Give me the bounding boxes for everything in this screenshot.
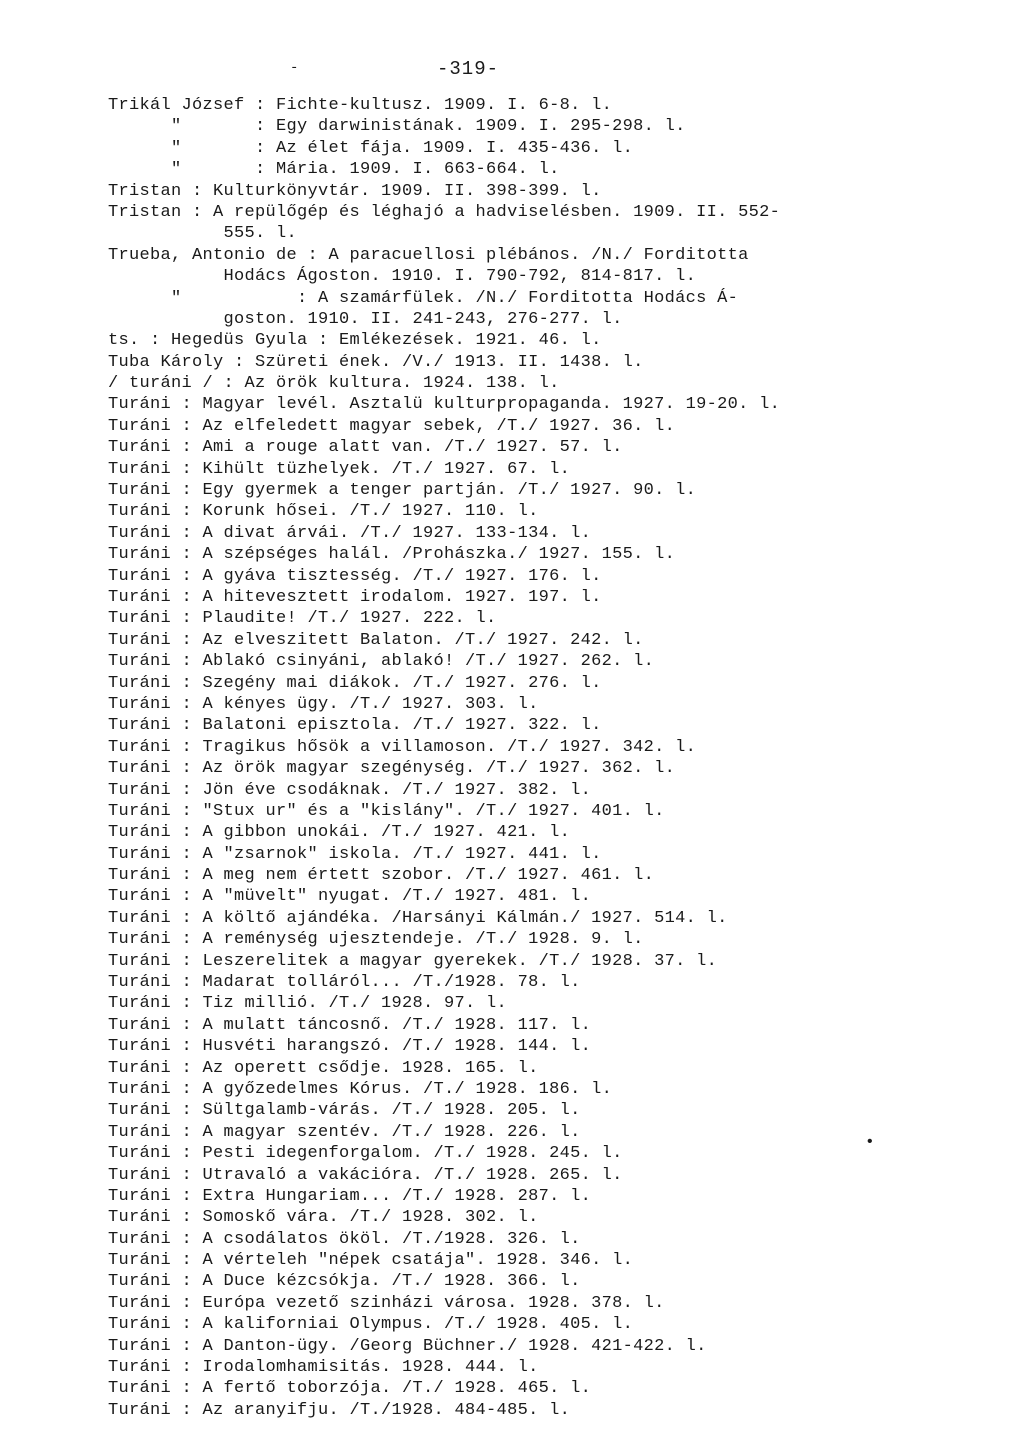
list-item: Turáni : Leszerelitek a magyar gyerekek. /T./ 1928. 37. l. [108, 951, 718, 971]
list-item: 555. l. [108, 224, 298, 244]
list-item: " : Mária. 1909. I. 663-664. l. [108, 160, 560, 180]
list-item: Turáni : Husvéti harangszó. /T./ 1928. 144. l. [108, 1037, 592, 1057]
list-item: Turáni : Tragikus hősök a villamoson. /T./ 1927. 342. l. [108, 737, 697, 757]
list-item: Turáni : A győzedelmes Kórus. /T./ 1928. 186. l. [108, 1079, 613, 1099]
list-item: Turáni : Sültgalamb-várás. /T./ 1928. 205. l. [108, 1101, 581, 1121]
list-item: Turáni : Az örök magyar szegénység. /T./ 1927. 362. l. [108, 759, 676, 779]
list-item: " : Egy darwinistának. 1909. I. 295-298. l. [108, 117, 686, 137]
list-item: Turáni : A "zsarnok" iskola. /T./ 1927. 441. l. [108, 844, 602, 864]
list-item: Turáni : Az elfeledett magyar sebek, /T./ 1927. 36. l. [108, 416, 676, 436]
list-item: Turáni : Kihült tüzhelyek. /T./ 1927. 67. l. [108, 459, 571, 479]
list-item: Turáni : Extra Hungariam... /T./ 1928. 287. l. [108, 1186, 592, 1206]
list-item: / turáni / : Az örök kultura. 1924. 138. l. [108, 374, 560, 394]
list-item: Turáni : A fertő toborzója. /T./ 1928. 465. l. [108, 1379, 592, 1399]
page-number: -319- [437, 58, 500, 80]
list-item: Turáni : A vérteleh "népek csatája". 1928. 346. l. [108, 1251, 634, 1271]
list-item: Turáni : Egy gyermek a tenger partján. /T./ 1927. 90. l. [108, 481, 697, 501]
list-item: Turáni : A Danton-ügy. /Georg Büchner./ 1928. 421-422. l. [108, 1336, 707, 1356]
list-item: Turáni : A hitevesztett irodalom. 1927. 197. l. [108, 587, 602, 607]
list-item: Turáni : A kényes ügy. /T./ 1927. 303. l. [108, 694, 539, 714]
list-item: Turáni : Szegény mai diákok. /T./ 1927. 276. l. [108, 673, 602, 693]
list-item: Turáni : A csodálatos ököl. /T./1928. 326. l. [108, 1229, 581, 1249]
list-item: Turáni : "Stux ur" és a "kislány". /T./ 1927. 401. l. [108, 801, 665, 821]
list-item: Turáni : A magyar szentév. /T./ 1928. 226. l. [108, 1122, 581, 1142]
list-item: Turáni : Balatoni episztola. /T./ 1927. 322. l. [108, 716, 602, 736]
list-item: Turáni : Pesti idegenforgalom. /T./ 1928. 245. l. [108, 1144, 623, 1164]
list-item: Turáni : Az aranyifju. /T./1928. 484-485. l. [108, 1400, 571, 1420]
list-item: Tuba Károly : Szüreti ének. /V./ 1913. II. 1438. l. [108, 352, 644, 372]
list-item: Turáni : A gibbon unokái. /T./ 1927. 421. l. [108, 823, 571, 843]
list-item: Turáni : Ami a rouge alatt van. /T./ 1927. 57. l. [108, 438, 623, 458]
stray-mark-top: - [290, 60, 299, 76]
list-item: Turáni : Tiz millió. /T./ 1928. 97. l. [108, 994, 508, 1014]
list-item: Turáni : Az elveszitett Balaton. /T./ 1927. 242. l. [108, 630, 644, 650]
list-item: Turáni : Az operett csődje. 1928. 165. l. [108, 1058, 539, 1078]
list-item: Turáni : A meg nem értett szobor. /T./ 1927. 461. l. [108, 866, 655, 886]
list-item: Tristan : Kulturkönyvtár. 1909. II. 398-399. l. [108, 181, 602, 201]
list-item: Turáni : Utravaló a vakációra. /T./ 1928. 265. l. [108, 1165, 623, 1185]
list-item: Turáni : Jön éve csodáknak. /T./ 1927. 382. l. [108, 780, 592, 800]
list-item: Turáni : Ablakó csinyáni, ablakó! /T./ 1927. 262. l. [108, 652, 655, 672]
list-item: Turáni : Plaudite! /T./ 1927. 222. l. [108, 609, 497, 629]
list-item: Turáni : Európa vezető szinházi városa. 1928. 378. l. [108, 1293, 665, 1313]
list-item: goston. 1910. II. 241-243, 276-277. l. [108, 309, 623, 329]
list-item: Turáni : Madarat tolláról... /T./1928. 78. l. [108, 973, 581, 993]
bibliography-list [108, 95, 1008, 1421]
list-item: Trueba, Antonio de : A paracuellosi plébános. /N./ Forditotta [108, 245, 749, 265]
list-item: Tristan : A repülőgép és léghajó a hadviselésben. 1909. II. 552- [108, 202, 781, 222]
stray-mark: • [865, 1133, 875, 1151]
list-item: Turáni : Magyar levél. Asztalü kulturpropaganda. 1927. 19-20. l. [108, 395, 781, 415]
list-item: Turáni : A mulatt táncosnő. /T./ 1928. 117. l. [108, 1015, 592, 1035]
list-item: Turáni : Irodalomhamisitás. 1928. 444. l. [108, 1358, 539, 1378]
list-item: Turáni : Somoskő vára. /T./ 1928. 302. l. [108, 1208, 539, 1228]
list-item: ts. : Hegedüs Gyula : Emlékezések. 1921. 46. l. [108, 331, 602, 351]
list-item: Turáni : A "müvelt" nyugat. /T./ 1927. 481. l. [108, 887, 592, 907]
list-item: Trikál József : Fichte-kultusz. 1909. I. 6-8. l. [108, 96, 613, 115]
list-item: " : A szamárfülek. /N./ Forditotta Hodács Á- [108, 288, 739, 308]
list-item: Turáni : A reménység ujesztendeje. /T./ 1928. 9. l. [108, 930, 644, 950]
list-item: Turáni : A szépséges halál. /Prohászka./ 1927. 155. l. [108, 545, 676, 565]
list-item: Turáni : A gyáva tisztesség. /T./ 1927. 176. l. [108, 566, 602, 586]
list-item: Turáni : Korunk hősei. /T./ 1927. 110. l. [108, 502, 539, 522]
list-item: Turáni : A költő ajándéka. /Harsányi Kálmán./ 1927. 514. l. [108, 908, 728, 928]
list-item: Turáni : A kaliforniai Olympus. /T./ 1928. 405. l. [108, 1315, 634, 1335]
list-item: Turáni : A divat árvái. /T./ 1927. 133-134. l. [108, 523, 592, 543]
list-item: Hodács Ágoston. 1910. I. 790-792, 814-817. l. [108, 267, 697, 287]
list-item: Turáni : A Duce kézcsókja. /T./ 1928. 366. l. [108, 1272, 581, 1292]
list-item: " : Az élet fája. 1909. I. 435-436. l. [108, 138, 634, 158]
